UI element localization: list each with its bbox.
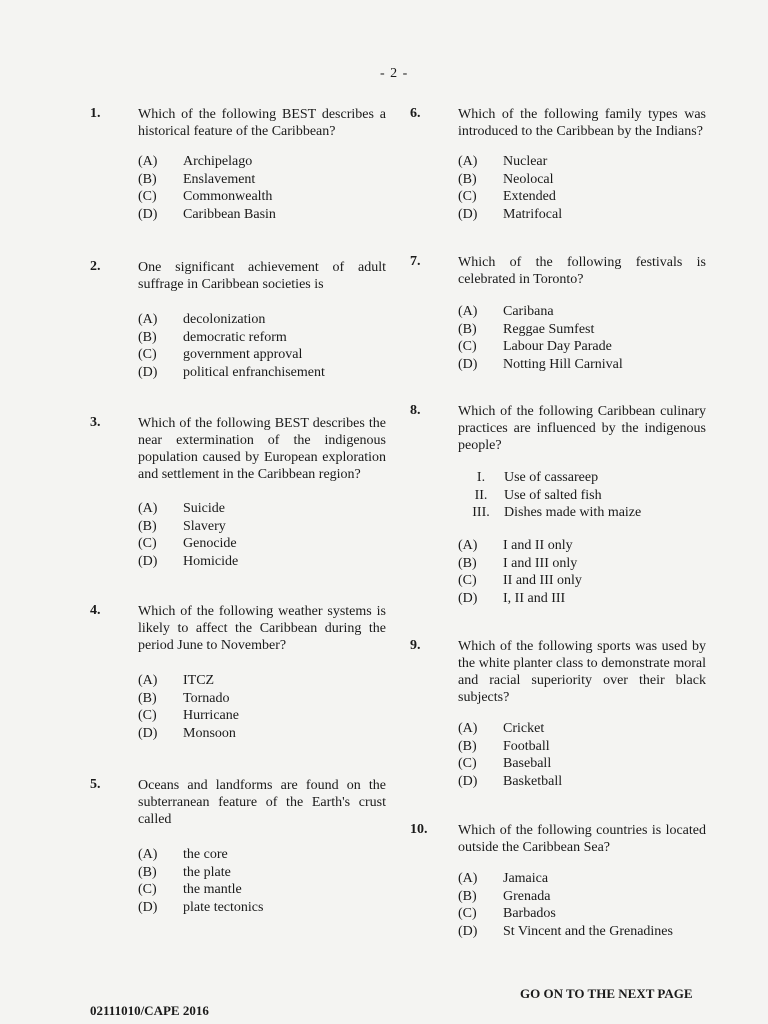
statement-ii: II. Use of salted fish [474, 487, 602, 503]
question-stem: Which of the following countries is located outside the Caribbean Sea? [458, 823, 706, 855]
option-c: (C) the mantle [138, 882, 242, 897]
question-number: 2. [90, 259, 101, 274]
option-c: (C) Barbados [458, 906, 556, 921]
question-number: 5. [90, 777, 101, 792]
statement-iii: III. Dishes made with maize [472, 505, 642, 520]
question-stem: Which of the following family types was introduced to the Caribbean by the Indians? [458, 107, 706, 139]
option-c: (C) Labour Day Parade [458, 339, 612, 354]
option-c: (C) Commonwealth [138, 189, 273, 204]
option-b: (B) Reggae Sumfest [458, 321, 595, 337]
question-number: 6. [410, 106, 421, 121]
option-list [458, 720, 708, 790]
question-stem: Which of the following weather systems is likely to affect the Caribbean during the period June to November? [138, 604, 386, 653]
option-d: (D) Caribbean Basin [138, 206, 276, 222]
option-b: (B) Neolocal [458, 171, 554, 187]
statement-list [458, 469, 708, 522]
question-number: 10. [410, 822, 428, 837]
option-a: (A) the core [138, 847, 228, 862]
option-a: (A) I and II only [458, 538, 573, 553]
option-d: (D) plate tectonics [138, 899, 264, 915]
option-d: (D) I, II and III [458, 590, 566, 606]
option-a: (A) Caribana [458, 304, 554, 319]
option-list [458, 303, 708, 373]
option-c: (C) Extended [458, 189, 556, 204]
option-a: (A) Cricket [458, 721, 545, 736]
option-list [458, 537, 708, 607]
statement-i: I. Use of cassareep [476, 470, 599, 485]
question-number: 3. [90, 415, 101, 430]
option-a: (A) Jamaica [458, 871, 549, 886]
option-a: (A) Nuclear [458, 154, 548, 169]
question-stem: Which of the following BEST describes the near extermination of the indigenous population caused by European exploration and settlement in the Caribbean region? [138, 416, 386, 482]
option-c: (C) Hurricane [138, 708, 239, 723]
option-list [458, 870, 708, 940]
option-d: (D) St Vincent and the Grenadines [458, 923, 673, 939]
option-list [138, 672, 388, 742]
option-a: (A) decolonization [138, 312, 266, 327]
page-number: - 2 - [380, 66, 409, 81]
question-number: 7. [410, 254, 421, 269]
question-stem: One significant achievement of adult suffrage in Caribbean societies is [138, 260, 386, 292]
option-b: (B) Grenada [458, 888, 551, 904]
option-list [138, 846, 388, 916]
option-c: (C) government approval [138, 347, 303, 362]
question-number: 8. [410, 403, 421, 418]
option-list [138, 500, 388, 570]
option-d: (D) Homicide [138, 553, 239, 569]
option-a: (A) Suicide [138, 501, 225, 516]
option-d: (D) political enfranchisement [138, 364, 325, 380]
option-d: (D) Matrifocal [458, 206, 563, 222]
option-b: (B) Slavery [138, 518, 226, 534]
question-stem: Which of the following BEST describes a historical feature of the Caribbean? [138, 107, 386, 139]
paper-code: 02111010/CAPE 2016 [90, 1003, 209, 1018]
option-b: (B) I and III only [458, 555, 578, 571]
question-stem: Which of the following festivals is celebrated in Toronto? [458, 255, 706, 287]
option-a: (A) Archipelago [138, 154, 253, 169]
option-d: (D) Basketball [458, 773, 563, 789]
option-list [138, 311, 388, 381]
option-c: (C) Genocide [138, 536, 237, 551]
option-b: (B) Enslavement [138, 171, 256, 187]
question-number: 4. [90, 603, 101, 618]
option-c: (C) Baseball [458, 756, 552, 771]
option-c: (C) II and III only [458, 573, 582, 588]
question-stem: Which of the following Caribbean culinary practices are influenced by the indigenous people? [458, 404, 706, 453]
question-number: 9. [410, 638, 421, 653]
question-stem: Which of the following sports was used by the white planter class to demonstrate moral and racial superiority over their black subjects? [458, 639, 706, 705]
question-number: 1. [90, 106, 101, 121]
option-b: (B) the plate [138, 864, 231, 880]
option-d: (D) Notting Hill Carnival [458, 356, 623, 372]
option-d: (D) Monsoon [138, 725, 236, 741]
question-stem: Oceans and landforms are found on the subterranean feature of the Earth's crust called [138, 778, 386, 827]
option-a: (A) ITCZ [138, 673, 215, 688]
option-b: (B) Football [458, 738, 550, 754]
option-list [458, 153, 708, 223]
option-list [138, 153, 388, 223]
next-page-note: GO ON TO THE NEXT PAGE [520, 986, 693, 1001]
option-b: (B) democratic reform [138, 329, 287, 345]
option-b: (B) Tornado [138, 690, 230, 706]
